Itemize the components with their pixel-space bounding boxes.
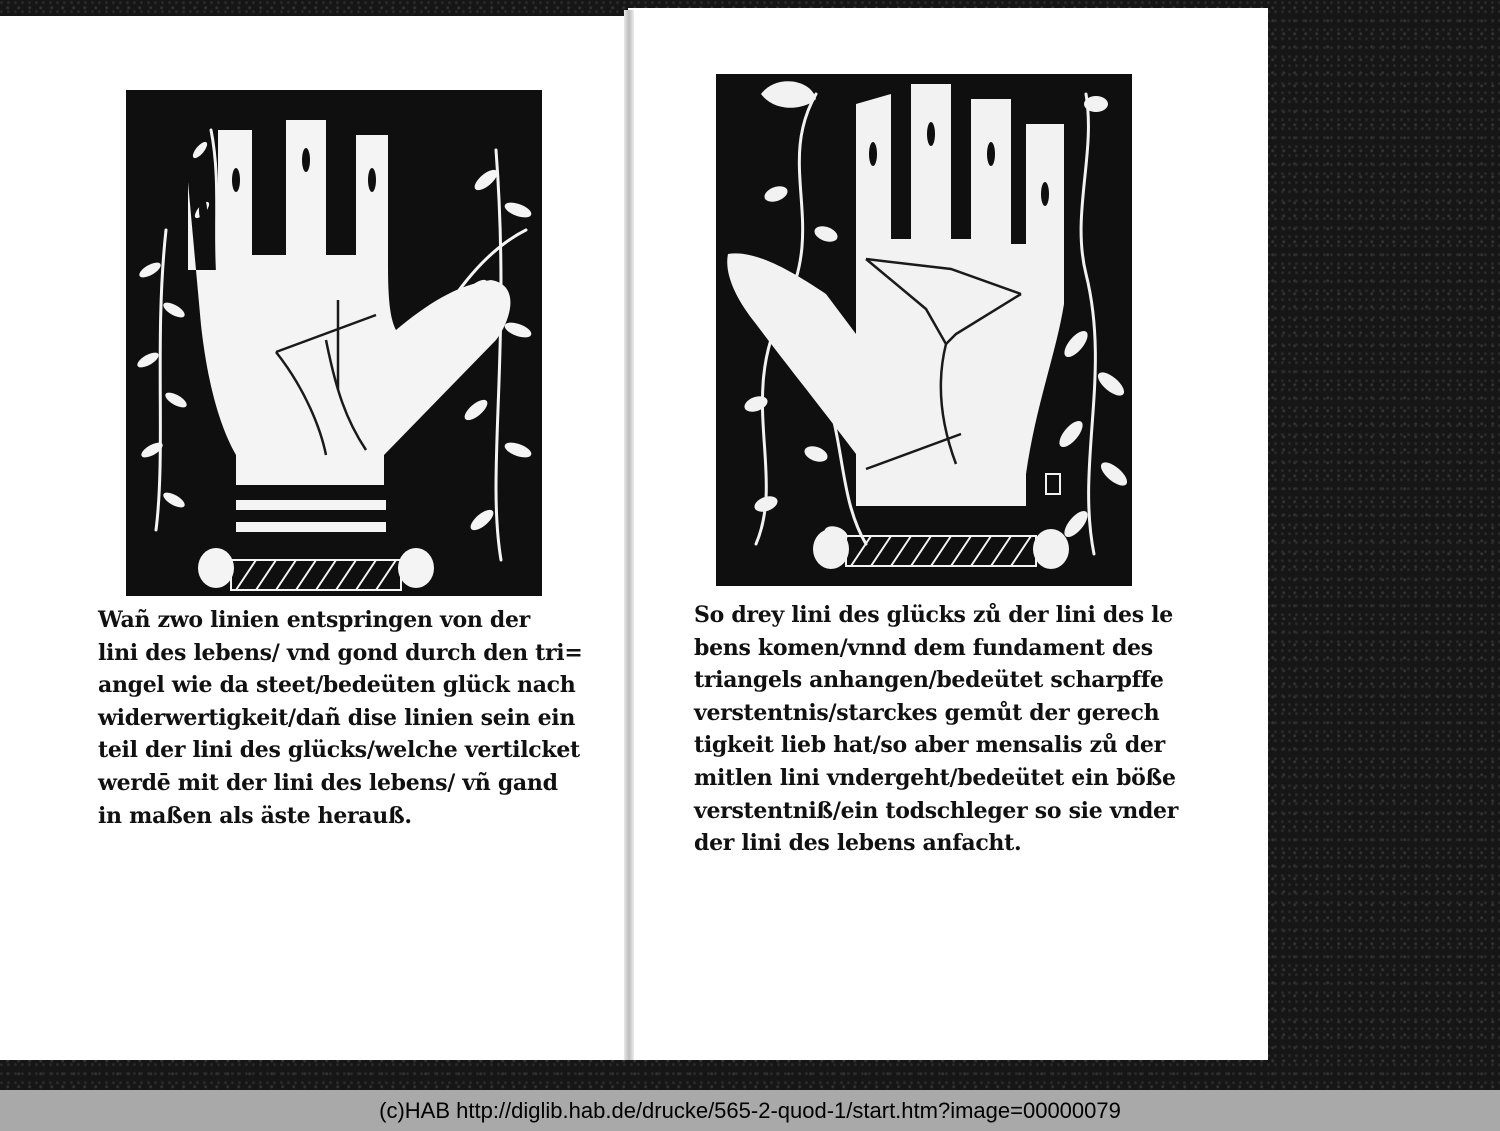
caption-line: mitlen lini vndergeht/bedeütet ein böße bbox=[694, 764, 1176, 791]
caption-line: in maßen als äste herauß. bbox=[98, 802, 412, 829]
left-hand-woodcut bbox=[126, 90, 542, 596]
credit-footer bbox=[0, 1090, 1500, 1131]
left-hand-illustration bbox=[126, 90, 542, 596]
left-caption bbox=[98, 604, 598, 832]
caption-line: werdē mit der lini des lebens/ vñ gand bbox=[98, 769, 558, 796]
caption-line: lini des lebens/ vnd gond durch den tri= bbox=[98, 639, 583, 666]
caption-line: tigkeit lieb hat/so aber mensalis zů der bbox=[694, 732, 1165, 759]
caption-line: der lini des lebens anfacht. bbox=[694, 830, 1022, 857]
caption-line: triangels anhangen/bedeütet scharpffe bbox=[694, 667, 1164, 694]
caption-line: So drey lini des glücks zů der lini des le bbox=[694, 602, 1173, 628]
book-gutter bbox=[624, 10, 634, 1060]
caption-line: widerwertigkeit/dañ dise linien sein ein bbox=[98, 704, 576, 731]
caption-line: bens komen/vnnd dem fundament des bbox=[694, 634, 1153, 661]
caption-line: teil der lini des glücks/welche vertilcket bbox=[98, 737, 580, 764]
caption-line: verstentnis/starckes gemůt der gerech bbox=[694, 699, 1160, 726]
right-caption bbox=[694, 599, 1214, 860]
caption-line: angel wie da steet/bedeüten glück nach bbox=[98, 672, 576, 699]
right-hand-woodcut bbox=[716, 74, 1132, 586]
caption-line: Wañ zwo linien entspringen von der bbox=[98, 607, 530, 633]
credit-text: (c)HAB http://diglib.hab.de/drucke/565-2-quod-1/start.htm?image=00000079 bbox=[379, 1097, 1121, 1123]
caption-line: verstentniß/ein todschleger so sie vnder bbox=[694, 797, 1179, 824]
right-hand-illustration bbox=[716, 74, 1132, 586]
